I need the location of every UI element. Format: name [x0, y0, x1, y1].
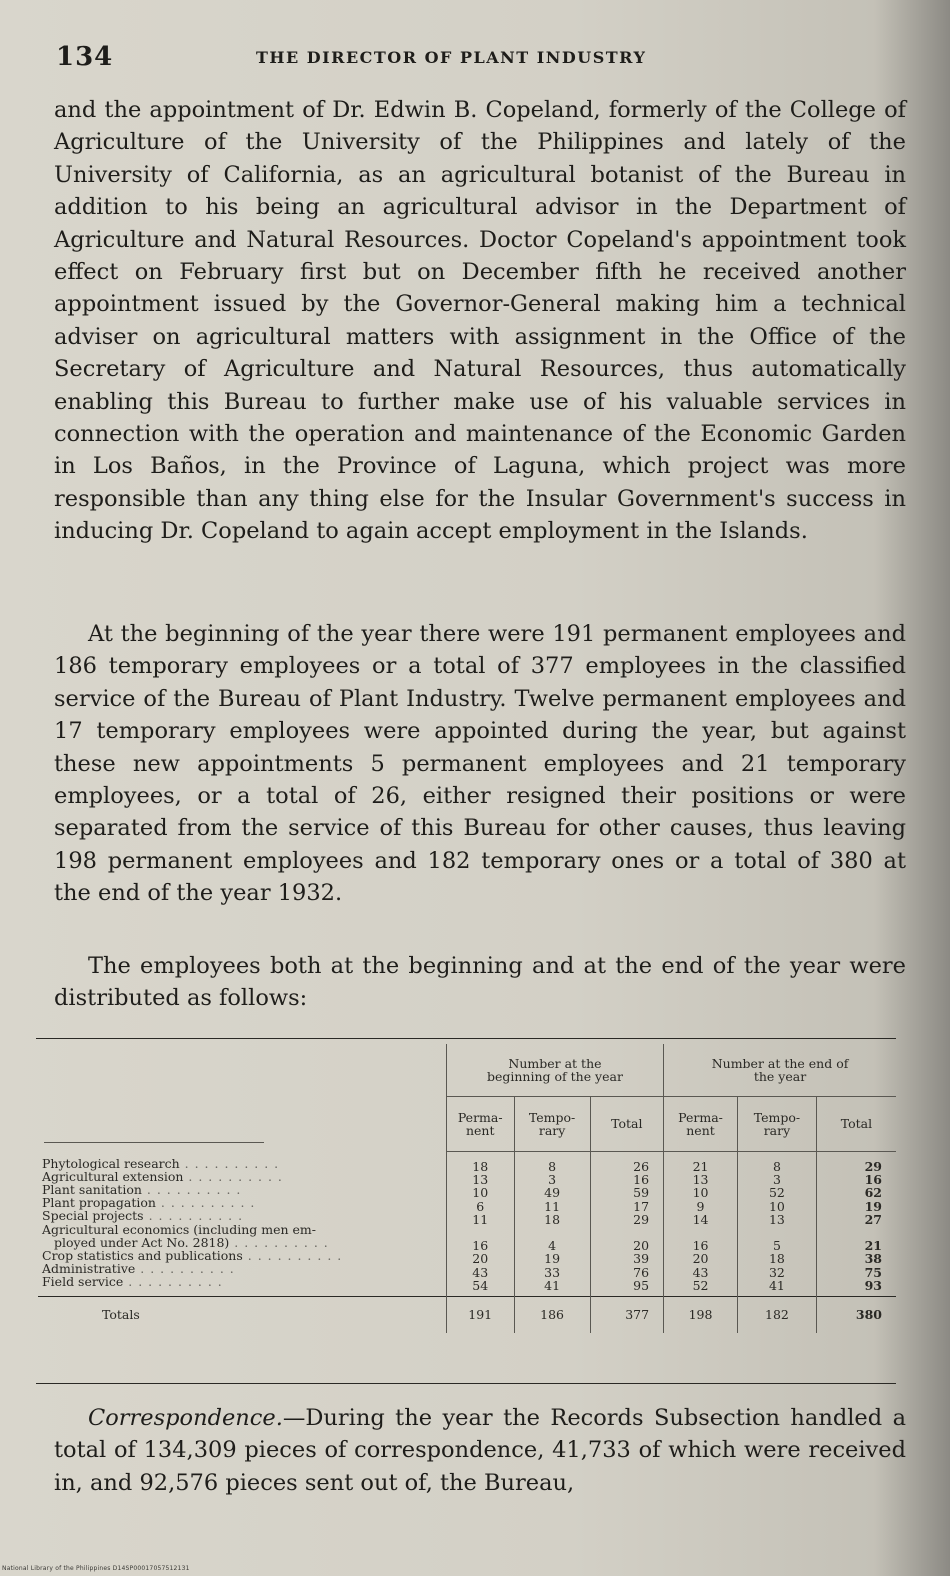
- leader-dots: . . . . . . . . . .: [183, 1168, 283, 1184]
- totals-beginning-temporary: 186: [514, 1297, 590, 1334]
- table-cell: 52: [692, 1277, 709, 1293]
- table-cell: 3: [772, 1172, 781, 1188]
- table-cell: 8: [772, 1159, 781, 1174]
- table-cell: 52: [768, 1185, 785, 1201]
- row-label: Phytological research . . . . . . . . . .: [42, 1155, 280, 1171]
- col-header-beginning-permanent: Perma- nent: [446, 1097, 514, 1152]
- stub-rule: [44, 1142, 264, 1143]
- table-cell: 8: [548, 1159, 557, 1174]
- table-cell: 16: [633, 1172, 650, 1188]
- row-label: Agricultural extension . . . . . . . . . .: [42, 1168, 283, 1184]
- table-cell: 18: [544, 1211, 561, 1227]
- table-cell: 39: [633, 1251, 650, 1267]
- table-cell: 29: [633, 1211, 650, 1227]
- row-label-continued: ployed under Act No. 2818) . . . . . . . . . .: [54, 1234, 329, 1250]
- col-header-end-total: Total: [816, 1097, 896, 1152]
- column-end-temporary: [737, 1152, 816, 1297]
- paragraph-correspondence-text: —During the year the Records Subsection handled a total of 134,309 pieces of correspondence, 41,733 of which were received in, and 92,576 pieces sent out of, the Bureau,: [54, 1405, 906, 1496]
- table-body-row: [38, 1152, 896, 1297]
- table-cell: 10: [472, 1185, 489, 1201]
- row-label: Plant sanitation . . . . . . . . . .: [42, 1181, 242, 1197]
- table-cell: 43: [472, 1264, 489, 1280]
- paragraph-correspondence: [54, 1402, 906, 1499]
- row-label: Special projects . . . . . . . . . .: [42, 1208, 244, 1224]
- group-header-end: Number at the end of the year: [664, 1044, 896, 1097]
- table-cell: 20: [472, 1251, 489, 1267]
- table-cell: 33: [544, 1264, 561, 1280]
- table-cell: 4: [548, 1238, 557, 1254]
- column-beginning-permanent: [446, 1152, 514, 1297]
- leader-dots: . . . . . . . . . .: [155, 1195, 256, 1211]
- totals-end-permanent: 198: [664, 1297, 738, 1334]
- column-beginning-total: [590, 1152, 663, 1297]
- table-cell: 27: [864, 1211, 882, 1227]
- table-cell: 13: [472, 1172, 489, 1188]
- table-cell: 19: [544, 1251, 561, 1267]
- table-cell: 41: [768, 1277, 785, 1293]
- totals-row: [38, 1297, 896, 1334]
- table-cell: 54: [472, 1277, 489, 1293]
- table-cell: 16: [864, 1172, 882, 1188]
- row-label: Field service . . . . . . . . . .: [42, 1274, 223, 1290]
- table-cell: 41: [544, 1277, 561, 1293]
- table-cell: 49: [544, 1185, 561, 1201]
- table-cell: 16: [472, 1238, 489, 1254]
- col-header-beginning-temporary: Tempo- rary: [514, 1097, 590, 1152]
- leader-dots: . . . . . . . . . .: [242, 1247, 343, 1263]
- table-cell: 11: [544, 1198, 561, 1214]
- paragraph-employee-counts: At the beginning of the year there were 191 permanent employees and 186 temporary employees or a total of 377 employees in the classified service of the Bureau of Plant Industry. Twelve permanent employees and 17 temporary employees were appointed during the year, but against these new appointments 5 permanent employees and 21 temporary employees, or a total of 26, either resigned their positions or were separated from the service of this Bureau for other causes, thus leaving 198 permanent employees and 182 temporary ones or a total of 380 at the end of the year 1932.: [54, 621, 906, 907]
- table-cell: 38: [864, 1251, 882, 1267]
- table-cell: 95: [633, 1277, 650, 1293]
- table-cell: 3: [548, 1172, 557, 1188]
- totals-beginning-total: 377: [590, 1297, 663, 1334]
- totals-end-total: 380: [816, 1297, 896, 1334]
- table-cell: 43: [692, 1264, 709, 1280]
- table-cell: 32: [768, 1264, 785, 1280]
- table-cell: 76: [633, 1264, 650, 1280]
- table-cell: 21: [864, 1238, 882, 1254]
- col-header-end-permanent: Perma- nent: [664, 1097, 738, 1152]
- column-beginning-temporary: [514, 1152, 590, 1297]
- totals-beginning-permanent: 191: [446, 1297, 514, 1334]
- table-cell: 62: [864, 1185, 882, 1201]
- table-cell: 59: [633, 1185, 650, 1201]
- table-cell: 6: [476, 1198, 485, 1214]
- row-label: Administrative . . . . . . . . . .: [42, 1261, 235, 1277]
- table-cell: 5: [772, 1238, 781, 1254]
- column-end-total: [816, 1152, 896, 1297]
- totals-end-temporary: 182: [737, 1297, 816, 1334]
- col-header-beginning-total: Total: [590, 1097, 663, 1152]
- page-number: 134: [56, 42, 114, 72]
- leader-dots: . . . . . . . . . .: [141, 1181, 242, 1197]
- column-end-permanent: [664, 1152, 738, 1297]
- table-cell: 9: [696, 1198, 705, 1214]
- table-cell: 26: [633, 1159, 650, 1174]
- table-cell: 20: [692, 1251, 709, 1267]
- scan-footer: National Library of the Philippines D14SP00017057512131: [2, 1565, 190, 1572]
- paragraph-copeland-appointment: and the appointment of Dr. Edwin B. Copeland, formerly of the College of Agriculture of the University of the Philippines and lately of the University of California, as an agricultural botanist of the Bureau in addition to his being an agricultural advisor in the Department of Agriculture and Natural Resources. Doctor Copeland's appointment took effect on February first but on December fifth he received another appointment issued by the Governor-General making him a technical adviser on agricultural matters with assignment in the Office of the Secretary of Agriculture and Natural Resources, thus automatically enabling this Bureau to further make use of his valuable services in connection with the operation and maintenance of the Economic Garden in Los Baños, in the Province of Laguna, which project was more responsible than any thing else for the Insular Government's success in inducing Dr. Copeland to again accept employment in the Islands.: [54, 97, 906, 545]
- table-cell: 75: [864, 1264, 882, 1280]
- stub-header: [38, 1044, 446, 1152]
- totals-label: Totals: [38, 1297, 446, 1334]
- col-header-end-temporary: Tempo- rary: [737, 1097, 816, 1152]
- table-cell: 10: [768, 1198, 785, 1214]
- leader-dots: . . . . . . . . . .: [143, 1208, 244, 1224]
- table-cell: 19: [864, 1198, 882, 1214]
- leader-dots: . . . . . . . . . .: [135, 1261, 235, 1277]
- table-cell: 13: [692, 1172, 709, 1188]
- leader-dots: . . . . . . . . . .: [179, 1155, 280, 1171]
- table-cell: 93: [864, 1277, 882, 1293]
- leader-dots: . . . . . . . . . .: [229, 1234, 329, 1250]
- table-cell: 17: [633, 1198, 650, 1214]
- table-bottom-rule: [36, 1383, 896, 1384]
- table-cell: 29: [864, 1159, 882, 1174]
- running-title: THE DIRECTOR OF PLANT INDUSTRY: [256, 48, 647, 67]
- table-cell: 14: [692, 1211, 709, 1227]
- table-cell: 20: [633, 1238, 650, 1254]
- leader-dots: . . . . . . . . . .: [123, 1274, 223, 1290]
- table-cell: 21: [692, 1159, 709, 1174]
- row-label: Crop statistics and publications . . . . . . . . . .: [42, 1247, 343, 1263]
- group-header-beginning: Number at the beginning of the year: [446, 1044, 663, 1097]
- row-label: Plant propagation . . . . . . . . . .: [42, 1195, 256, 1211]
- run-in-heading: Correspondence.: [88, 1405, 283, 1431]
- table-cell: 18: [472, 1159, 489, 1174]
- running-head: [56, 42, 910, 76]
- table-cell: 10: [692, 1185, 709, 1201]
- table-cell: 18: [768, 1251, 785, 1267]
- table-cell: 11: [472, 1211, 489, 1227]
- row-labels-column: [38, 1152, 446, 1297]
- row-label: Agricultural economics (including men em-: [42, 1221, 317, 1237]
- employee-distribution-table: [38, 1044, 896, 1333]
- table-cell: 16: [692, 1238, 709, 1254]
- table-top-rule: [36, 1038, 896, 1039]
- paragraph-table-intro: The employees both at the beginning and at the end of the year were distributed as follows:: [54, 953, 906, 1012]
- table-cell: 13: [768, 1211, 785, 1227]
